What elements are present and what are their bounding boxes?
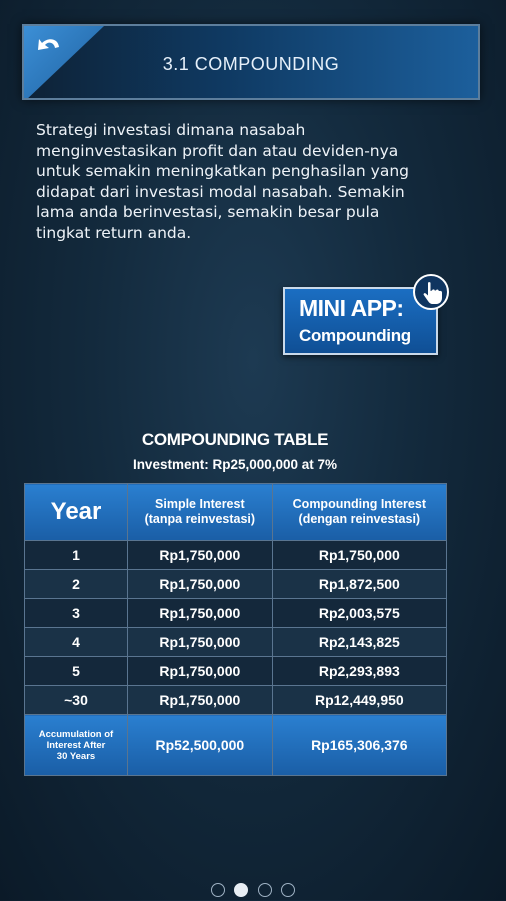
header-compound-title: Compounding Interest bbox=[292, 497, 426, 511]
page-indicator bbox=[0, 882, 506, 901]
accumulation-label-line: Accumulation of bbox=[38, 728, 114, 740]
compounding-table bbox=[24, 483, 447, 776]
table-row bbox=[25, 599, 447, 628]
header-compound-note: (dengan reinvestasi) bbox=[298, 512, 421, 526]
cell-compound: Rp2,293,893 bbox=[272, 657, 446, 686]
cell-compound: Rp12,449,950 bbox=[272, 686, 446, 715]
cell-year: ~30 bbox=[25, 686, 128, 715]
cell-simple: Rp1,750,000 bbox=[128, 599, 273, 628]
description-text: Strategi investasi dimana nasabah menginvestasikan profit dan atau deviden-nya untuk semakin meningkatkan penghasilan yang didapat dari investasi modal nasabah. Semakin lama anda berinvestasi, semakin besar pula tingkat return anda. bbox=[36, 121, 409, 242]
page-dot[interactable] bbox=[258, 883, 272, 897]
table-row bbox=[25, 541, 447, 570]
mini-app-sublabel: Compounding bbox=[299, 326, 411, 345]
page-dot-active[interactable] bbox=[234, 883, 248, 897]
header-simple-title: Simple Interest bbox=[155, 497, 245, 511]
table-row bbox=[25, 686, 447, 715]
table-footer-row bbox=[25, 715, 447, 776]
hand-pointer-icon[interactable] bbox=[413, 274, 449, 310]
cell-simple: Rp1,750,000 bbox=[128, 570, 273, 599]
accumulation-label-line: 30 Years bbox=[56, 750, 96, 762]
cell-simple: Rp1,750,000 bbox=[128, 541, 273, 570]
table-subtitle: Investment: Rp25,000,000 at 7% bbox=[132, 457, 338, 472]
cell-year: 5 bbox=[25, 657, 128, 686]
table-row bbox=[25, 657, 447, 686]
table-row bbox=[25, 628, 447, 657]
cell-compound: Rp2,143,825 bbox=[272, 628, 446, 657]
cell-compound: Rp1,750,000 bbox=[272, 541, 446, 570]
header-year: Year bbox=[25, 484, 128, 541]
cell-compound: Rp2,003,575 bbox=[272, 599, 446, 628]
cell-year: 1 bbox=[25, 541, 128, 570]
total-simple: Rp52,500,000 bbox=[128, 715, 273, 776]
cell-year: 2 bbox=[25, 570, 128, 599]
cell-year: 4 bbox=[25, 628, 128, 657]
header-compounding-interest bbox=[272, 484, 446, 541]
header-simple-note: (tanpa reinvestasi) bbox=[144, 512, 256, 526]
total-compound: Rp165,306,376 bbox=[272, 715, 446, 776]
mini-app-label: MINI APP: bbox=[299, 295, 404, 321]
table-header-row bbox=[25, 484, 447, 541]
page-title: 3.1 COMPOUNDING bbox=[162, 54, 340, 74]
title-bar bbox=[22, 24, 480, 100]
cell-simple: Rp1,750,000 bbox=[128, 628, 273, 657]
table-title: COMPOUNDING TABLE bbox=[141, 430, 329, 449]
page-dot[interactable] bbox=[281, 883, 295, 897]
cell-compound: Rp1,872,500 bbox=[272, 570, 446, 599]
accumulation-label bbox=[25, 715, 128, 776]
header-simple-interest bbox=[128, 484, 273, 541]
table-row bbox=[25, 570, 447, 599]
accumulation-label-line: Interest After bbox=[46, 739, 106, 751]
cell-simple: Rp1,750,000 bbox=[128, 657, 273, 686]
cell-simple: Rp1,750,000 bbox=[128, 686, 273, 715]
cell-year: 3 bbox=[25, 599, 128, 628]
page-dot[interactable] bbox=[211, 883, 225, 897]
